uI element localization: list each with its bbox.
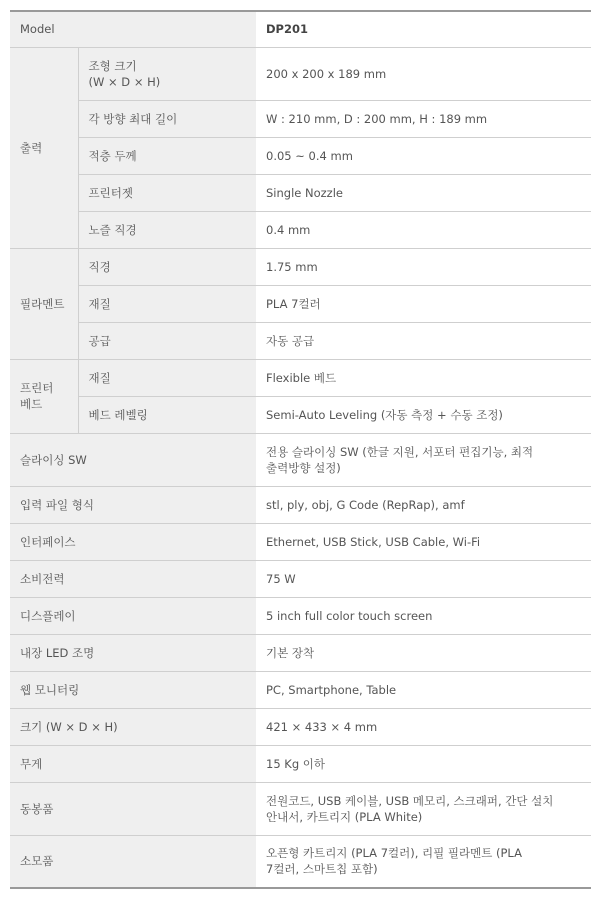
row-label: 노즐 직경: [78, 211, 256, 248]
row-label: 인터페이스: [10, 523, 256, 560]
table-row: [10, 597, 591, 634]
table-row: [10, 396, 591, 433]
row-value: 기본 장착: [256, 634, 591, 671]
table-row: [10, 486, 591, 523]
table-row: [10, 47, 591, 100]
table-row: [10, 285, 591, 322]
row-label: 조형 크기 (W × D × H): [78, 47, 256, 100]
row-value: 421 × 433 × 4 mm: [256, 708, 591, 745]
row-label: 적층 두께: [78, 137, 256, 174]
row-value: 오픈형 카트리지 (PLA 7컬러), 리필 필라멘트 (PLA 7컬러, 스마트칩 포함): [256, 835, 591, 888]
row-value: 15 Kg 이하: [256, 745, 591, 782]
row-value: W : 210 mm, D : 200 mm, H : 189 mm: [256, 100, 591, 137]
row-value: PLA 7컬러: [256, 285, 591, 322]
row-label: 프린터젯: [78, 174, 256, 211]
table-row-model: [10, 11, 591, 47]
row-label: 소비전력: [10, 560, 256, 597]
row-value: 전용 슬라이싱 SW (한글 지원, 서포터 편집기능, 최적 출력방향 설정): [256, 433, 591, 486]
table-row: [10, 174, 591, 211]
row-value: Flexible 베드: [256, 359, 591, 396]
row-label: 소모품: [10, 835, 256, 888]
table-row: [10, 835, 591, 888]
table-row: [10, 523, 591, 560]
table-row: [10, 211, 591, 248]
model-value: DP201: [256, 11, 591, 47]
table-row: [10, 745, 591, 782]
row-label: 동봉품: [10, 782, 256, 835]
table-row: [10, 322, 591, 359]
row-label: 재질: [78, 359, 256, 396]
row-value: 1.75 mm: [256, 248, 591, 285]
row-value: PC, Smartphone, Table: [256, 671, 591, 708]
row-label: 웹 모니터링: [10, 671, 256, 708]
row-value: 0.05 ~ 0.4 mm: [256, 137, 591, 174]
row-label: 공급: [78, 322, 256, 359]
row-value: 200 x 200 x 189 mm: [256, 47, 591, 100]
table-row: [10, 359, 591, 396]
row-value: Ethernet, USB Stick, USB Cable, Wi-Fi: [256, 523, 591, 560]
row-label: 입력 파일 형식: [10, 486, 256, 523]
row-value: Single Nozzle: [256, 174, 591, 211]
spec-table-container: [10, 10, 591, 889]
table-row: [10, 137, 591, 174]
row-value: Semi-Auto Leveling (자동 측정 + 수동 조정): [256, 396, 591, 433]
row-label: 각 방향 최대 길이: [78, 100, 256, 137]
table-row: [10, 433, 591, 486]
table-row: [10, 708, 591, 745]
table-row: [10, 560, 591, 597]
model-label: Model: [10, 11, 256, 47]
table-row: [10, 634, 591, 671]
table-row: [10, 782, 591, 835]
group-label-filament: 필라멘트: [10, 248, 78, 359]
row-value: 자동 공급: [256, 322, 591, 359]
row-label: 베드 레벨링: [78, 396, 256, 433]
table-row: [10, 100, 591, 137]
row-label: 내장 LED 조명: [10, 634, 256, 671]
table-row: [10, 248, 591, 285]
row-label: 슬라이싱 SW: [10, 433, 256, 486]
row-label: 크기 (W × D × H): [10, 708, 256, 745]
row-label: 재질: [78, 285, 256, 322]
group-label-bed: 프린터 베드: [10, 359, 78, 433]
row-label: 무게: [10, 745, 256, 782]
row-label: 디스플레이: [10, 597, 256, 634]
table-row: [10, 671, 591, 708]
row-label: 직경: [78, 248, 256, 285]
row-value: 75 W: [256, 560, 591, 597]
row-value: 전원코드, USB 케이블, USB 메모리, 스크래퍼, 간단 설치 안내서, 카트리지 (PLA White): [256, 782, 591, 835]
group-label-output: 출력: [10, 47, 78, 248]
spec-table: [10, 10, 591, 889]
row-value: 5 inch full color touch screen: [256, 597, 591, 634]
row-value: 0.4 mm: [256, 211, 591, 248]
row-value: stl, ply, obj, G Code (RepRap), amf: [256, 486, 591, 523]
